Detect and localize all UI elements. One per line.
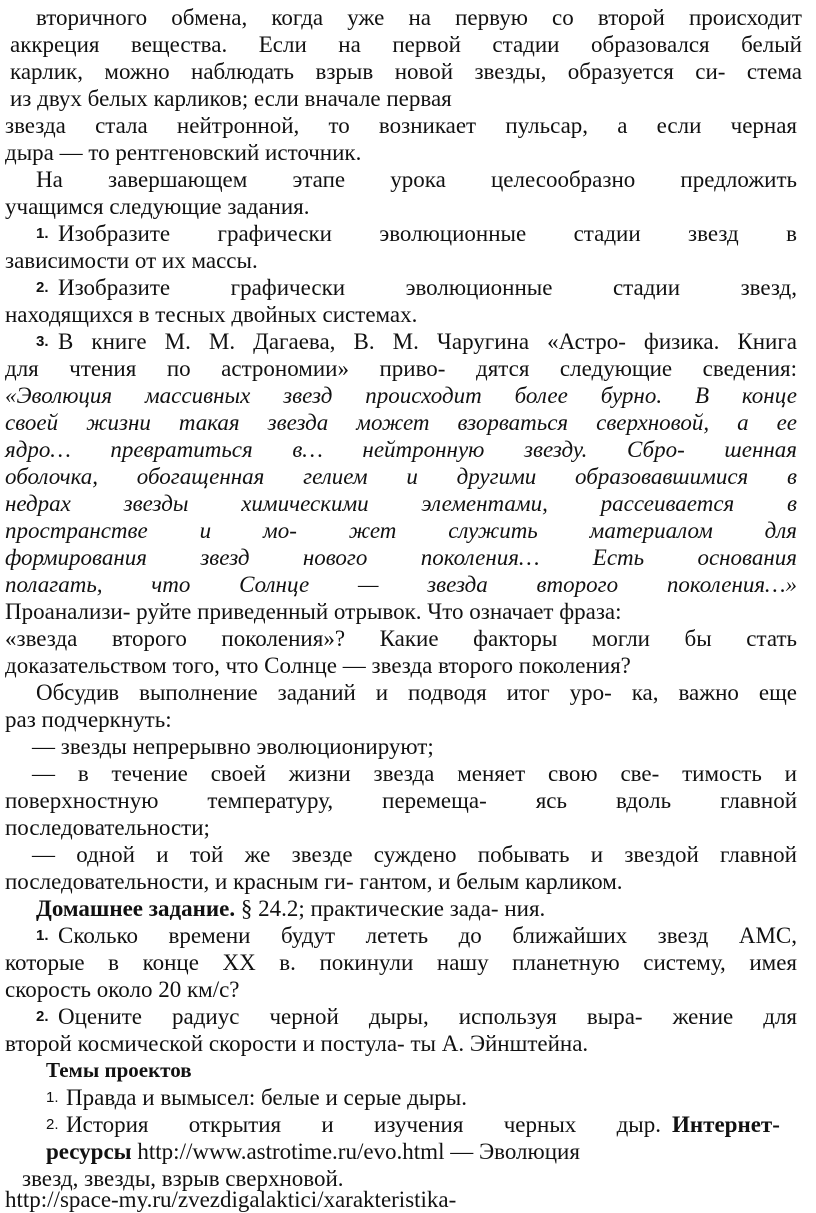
list-number: 2. (46, 1116, 59, 1133)
list-number: 1. (36, 225, 49, 242)
text-line: скорость около 20 км/с? (5, 977, 240, 1002)
text-line: дыра — то рентгеновский источник. (5, 140, 362, 165)
text-line: раз подчеркнуть: (5, 707, 172, 732)
list-number: 1. (36, 927, 49, 944)
list-number: 1. (46, 1089, 59, 1106)
text-line: звезда стала нейтронной, то возникает пульсар, а если черная (5, 113, 797, 138)
text-line: В книге М. М. Дагаева, В. М. Чаругина «Астро- физика. Книга (58, 329, 797, 354)
text-line: Проанализи- руйте приведенный отрывок. Что означает фраза: (5, 599, 622, 624)
bullet-line: — в течение своей жизни звезда меняет свою све- тимость и (32, 761, 797, 786)
text-line: История открытия и изучения черных дыр. (66, 1112, 661, 1137)
text-line: поверхностную температуру, перемеща- ясь вдоль главной (5, 788, 797, 813)
list-number: 2. (36, 279, 49, 296)
internet-resources-label-cont: ресурсы (46, 1139, 132, 1164)
text-line: Изобразите графически эволюционные стадии звезд в (58, 221, 797, 246)
quote-line: своей жизни такая звезда может взорваться сверхновой, а ее (5, 410, 797, 435)
text-line: из двух белых карликов; если вначале первая (10, 86, 452, 111)
text-line: Сколько времени будут лететь до ближайших звезд АМС, (58, 923, 797, 948)
homework-text: § 24.2; практические зада- ния. (235, 896, 546, 921)
internet-resources-label: Интернет- (672, 1112, 780, 1137)
resource-link-evo[interactable]: http://www.astrotime.ru/evo.html — Эволюция (131, 1139, 580, 1164)
text-line: зависимости от их массы. (5, 248, 258, 273)
quote-line: недрах звезды химическими элементами, рассеивается в (5, 491, 797, 516)
text-line: доказательством того, что Солнце — звезда второго поколения? (5, 653, 631, 678)
text-line: последовательности, и красным ги- гантом, и белым карликом. (5, 869, 623, 894)
bullet-line: — одной и той же звезде суждено побывать и звездой главной (32, 842, 797, 867)
quote-line: пространстве и мо- жет служить материалом для (5, 518, 797, 543)
text-line: Оцените радиус черной дыры, используя выра- жение для (58, 1004, 797, 1029)
quote-line: ядро… превратиться в… нейтронную звезду. Сбро- шенная (5, 437, 797, 462)
homework-heading: Домашнее задание. (36, 896, 236, 921)
list-number: 2. (36, 1008, 49, 1025)
quote-line: «Эволюция массивных звезд происходит более бурно. В конце (5, 383, 797, 408)
homework-line (36, 895, 545, 922)
text-line: находящихся в тесных двойных системах. (5, 302, 418, 327)
text-line: вторичного обмена, когда уже на первую со второй происходит (36, 5, 802, 30)
text-line: Правда и вымысел: белые и серые дыры. (66, 1085, 467, 1110)
text-line: карлик, можно наблюдать взрыв новой звезды, образуется си- стема (10, 59, 802, 84)
projects-heading: Темы проектов (46, 1058, 192, 1082)
text-line: учащимся следующие задания. (5, 194, 310, 219)
text-line: аккреция вещества. Если на первой стадии образовался белый (10, 32, 802, 57)
resource-line (46, 1138, 580, 1165)
text-line: которые в конце XX в. покинули нашу планетную систему, имея (5, 950, 797, 975)
text-line: для чтения по астрономии» приво- дятся следующие сведения: (5, 356, 797, 381)
text-line: второй космической скорости и постула- ты А. Эйнштейна. (5, 1031, 589, 1056)
text-line: На завершающем этапе урока целесообразно предложить (36, 167, 797, 192)
quote-line: формирования звезд нового поколения… Есть основания (5, 545, 797, 570)
list-number: 3. (36, 333, 49, 350)
text-line: Обсудив выполнение заданий и подводя итог уро- ка, важно еще (36, 680, 797, 705)
text-line: звезд, звезды, взрыв сверхновой. (22, 1166, 344, 1191)
quote-line: полагать, что Солнце — звезда второго поколения…» (5, 572, 797, 597)
text-line: «звезда второго поколения»? Какие факторы могли бы стать (5, 626, 797, 651)
text-line: Изобразите графически эволюционные стадии звезд, (58, 275, 797, 300)
bullet-line: — звезды непрерывно эволюционируют; (32, 734, 434, 759)
text-line: последовательности; (5, 815, 210, 840)
quote-line: оболочка, обогащенная гелием и другими образовавшимися в (5, 464, 797, 489)
resource-link-space-my[interactable]: http://space-my.ru/zvezdigalaktici/xarakteristika- (5, 1187, 457, 1212)
